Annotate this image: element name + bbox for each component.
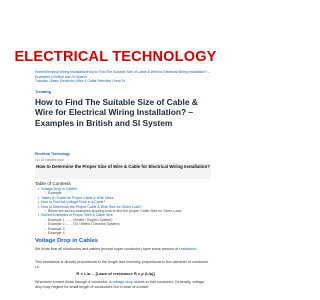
toc-subitem[interactable]: ◦ Example	[45, 191, 62, 196]
toc-item[interactable]: • Voltage Drop in Cables	[38, 187, 77, 191]
paragraph-conductors: We know that all conductors and cables (except super conductor) have some amount of resistance.	[35, 247, 198, 251]
paragraph-resistance: This resistance is directly proportional to the length and inversely proportional to the diameter of conductor i.e.	[35, 260, 209, 270]
toc-item[interactable]: • How to Determine the Proper Cable & Wire Size for Given Load?	[38, 204, 142, 209]
site-title[interactable]: ELECTRICAL TECHNOLOGY	[14, 49, 217, 65]
toc-item[interactable]: • How to Find the Voltage Drop in a Cable?	[38, 200, 106, 205]
section-heading: Voltage Drop in Cables	[35, 238, 99, 244]
bullet-icon: ◦	[45, 231, 47, 236]
content-heading: How to Determine the Proper Size of Wire & Cable for Electrical Wiring Installation?	[35, 163, 211, 179]
toc-subitem[interactable]: ◦ Example 3	[45, 226, 65, 231]
bullet-icon: •	[38, 200, 40, 205]
toc-subitem[interactable]: ◦ Example 1 ....... (British / English System)	[45, 217, 113, 222]
post-title: How to Find The Suitable Size of Cable & Wire for Electrical Wiring Installation? – Examples in British and SI System	[35, 97, 198, 128]
breadcrumb-path-link[interactable]: Home/Electrical Wiring Installation/How to Find The Suitable Size of Cable & Wire for Electrical Wiring Installation? – Examples in British and SI System	[35, 70, 210, 79]
bullet-icon: ◦	[45, 226, 47, 231]
toc-item[interactable]: • Tables & Charts for Proper Cable & Wire Sizes	[38, 195, 114, 200]
toc-subitem[interactable]: ◦ Example 4	[45, 231, 65, 236]
toc-item[interactable]: • Solved Examples of Proper Wire & Cable Size	[38, 213, 113, 218]
bullet-icon: ◦	[45, 191, 47, 196]
bullet-icon: ◦	[45, 217, 47, 222]
breadcrumb	[35, 70, 213, 84]
trending-label[interactable]: Trending	[35, 90, 52, 94]
toc-subitem[interactable]: ◦ Below are solved examples showing how to find the proper Cable Size for Given Load.	[45, 209, 183, 214]
post-category[interactable]: Electrical Technology	[35, 152, 70, 156]
toc-subitem[interactable]: ◦ Example 2 ....... (SI / Metric / Decimal System)	[45, 222, 120, 227]
post-meta: 111 10 minutes read	[35, 158, 64, 162]
bullet-icon: •	[38, 213, 40, 218]
bullet-icon: ◦	[45, 222, 47, 227]
resistance-link[interactable]: resistance	[179, 247, 197, 251]
resistance-formula: R ∝ L/a ... [Laws of resistance R = ρ (L/a)]	[76, 271, 155, 276]
bullet-icon: ◦	[45, 209, 47, 214]
bullet-icon: •	[38, 204, 40, 209]
voltage-drop-link[interactable]: voltage drop	[112, 280, 133, 284]
breadcrumb-categories-link[interactable]: Tutorials | Basic Electrical | Wire & Cable Selection | How To	[35, 79, 126, 84]
paragraph-voltage-drop: Whenever current flows through a conductor, a voltage drop occurs in that conductor. Generally, voltage drop may neglect for small length of conductors but in case of a lower	[35, 280, 205, 290]
table-of-contents	[38, 187, 214, 235]
bullet-icon: •	[38, 195, 40, 200]
bullet-icon: •	[38, 187, 40, 191]
toc-title: Table of Contents	[35, 181, 71, 186]
